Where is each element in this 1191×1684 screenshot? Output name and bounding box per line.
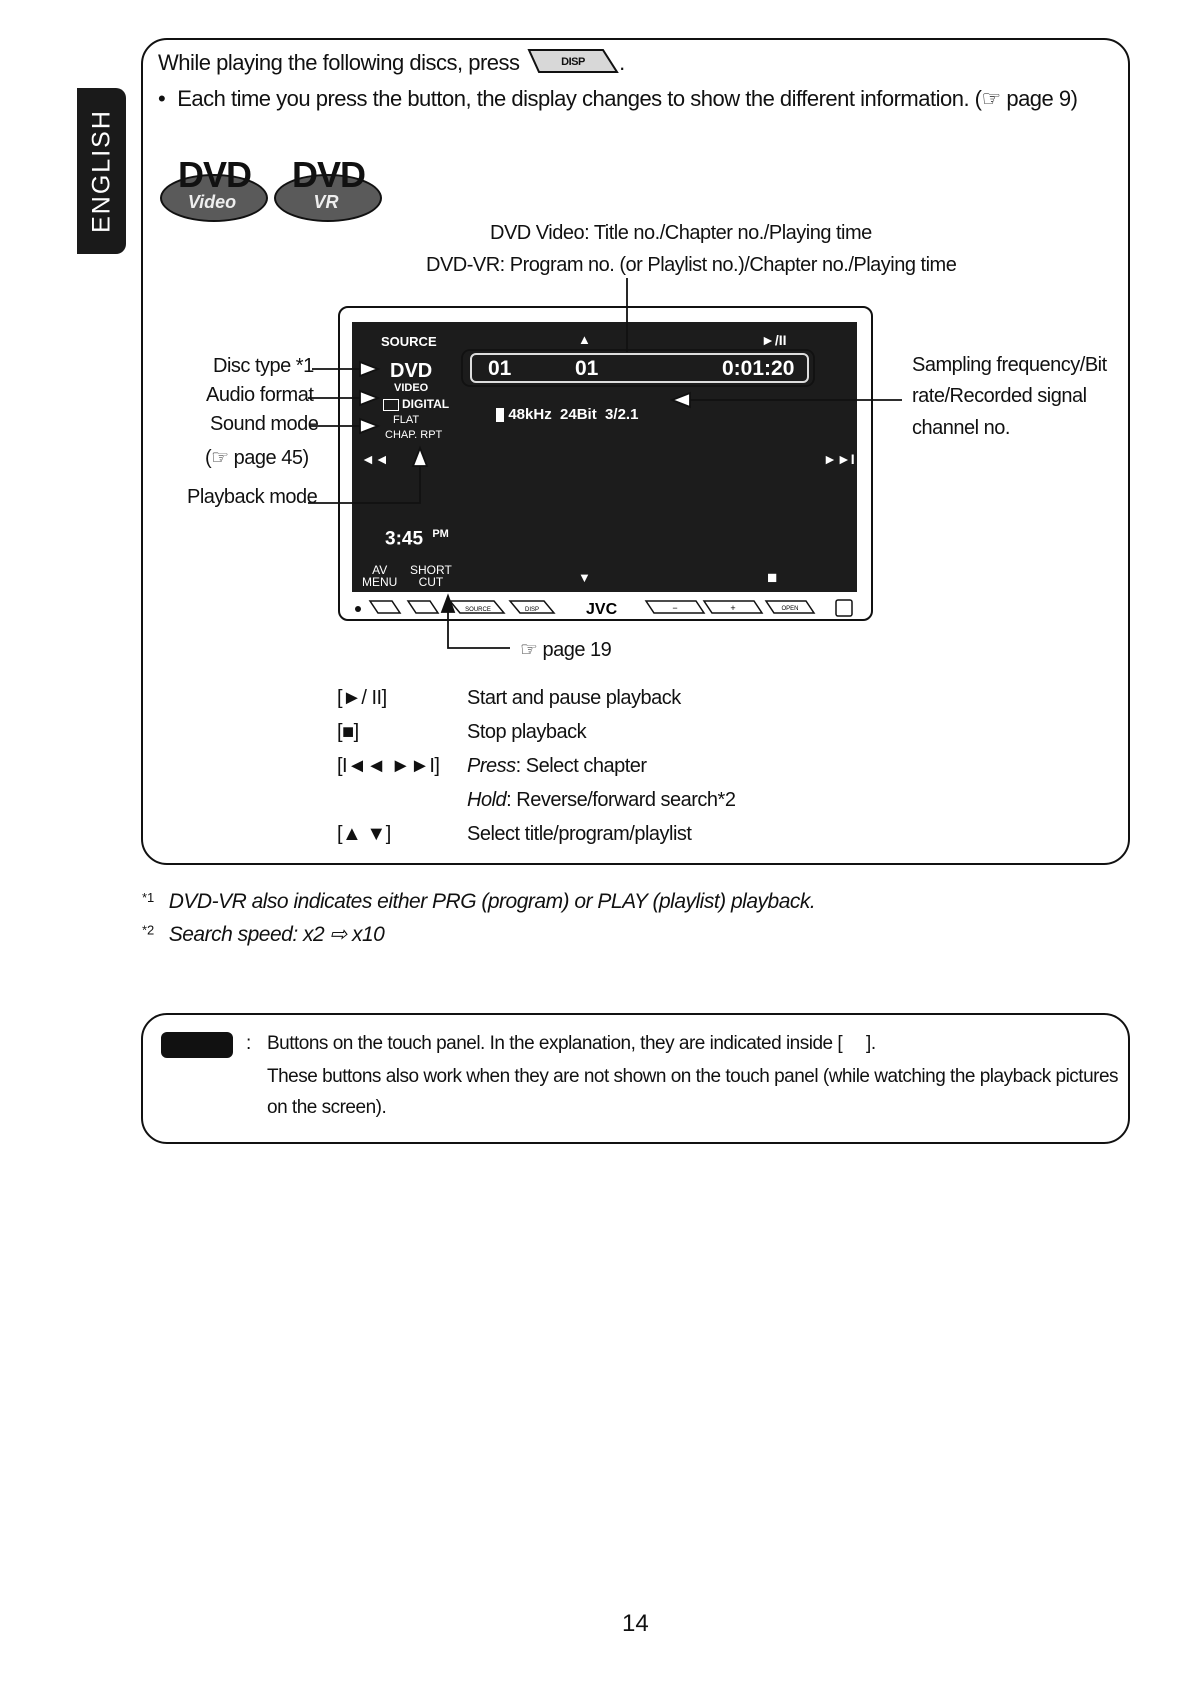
bullet-dot: •: [158, 86, 166, 111]
note-line-1: Buttons on the touch panel. In the explanation, they are indicated inside [ ].: [267, 1033, 876, 1054]
note-colon: :: [246, 1033, 251, 1054]
callout-playback-mode: Playback mode: [187, 486, 318, 508]
dvd-vr-logo-title: DVD: [292, 154, 366, 195]
control-desc-play: Start and pause playback: [467, 687, 681, 709]
callout-sampling-3: channel no.: [912, 417, 1010, 439]
callout-sampling-2: rate/Recorded signal: [912, 385, 1087, 407]
screen-down-arrow[interactable]: ▼: [578, 570, 591, 585]
source-key-label: SOURCE: [465, 607, 491, 613]
note-line-3: on the screen).: [267, 1097, 387, 1118]
open-key-label: OPEN: [781, 606, 799, 612]
screen-source-button[interactable]: SOURCE: [381, 334, 437, 349]
screen-playback-mode: CHAP. RPT: [385, 429, 443, 441]
page-number: 14: [622, 1610, 649, 1637]
touch-button-icon: [161, 1032, 233, 1058]
screen-clock-ampm: PM: [432, 528, 449, 540]
intro-period: .: [619, 49, 625, 75]
screen-playing-time: 0:01:20: [722, 357, 795, 380]
footnote-1: [142, 890, 815, 914]
display-info-dvd-vr: DVD-VR: Program no. (or Playlist no.)/Chapter no./Playing time: [426, 254, 957, 276]
screen-audio-info-text: 48kHz 24Bit 3/2.1: [508, 406, 639, 423]
control-key-skip: [I◄◄ ►►I]: [337, 755, 440, 777]
bullet-text: Each time you press the button, the display changes to show the different information. (☞ page 9): [177, 86, 1078, 111]
screen-sound-mode: FLAT: [393, 414, 420, 426]
disp-key-panel-label: DISP: [524, 607, 540, 613]
screen-chapter-no: 01: [575, 357, 599, 380]
footnote-2-text: Search speed: x2 ⇨ x10: [168, 923, 385, 946]
callout-sampling-1: Sampling frequency/Bit: [912, 354, 1107, 376]
page-19-ref: ☞ page 19: [520, 639, 612, 661]
screen-av-menu-line1: AV: [372, 563, 388, 577]
dvd-video-logo-sub: Video: [187, 192, 237, 212]
screen-clock-time: 3:45: [385, 528, 424, 550]
callout-sound-mode-ref: (☞ page 45): [205, 447, 309, 469]
control-desc-press-em: Press: [467, 755, 516, 777]
screen-up-arrow[interactable]: ▲: [578, 332, 591, 347]
callout-audio-format: Audio format: [206, 384, 314, 406]
footnote-1-mark: *1: [142, 890, 155, 905]
control-desc-stop: Stop playback: [467, 721, 587, 743]
screen-shortcut-line2: CUT: [418, 575, 444, 589]
screen-av-menu-line2: MENU: [362, 575, 398, 589]
disp-key-label: DISP: [561, 56, 585, 68]
dvd-vr-logo-sub: VR: [313, 192, 339, 212]
language-tab-label: ENGLISH: [87, 109, 115, 233]
screen-play-pause[interactable]: ►/II: [761, 332, 787, 348]
minus-key-label: −: [672, 603, 678, 613]
screen-format: VIDEO: [394, 382, 429, 394]
control-key-stop: [■]: [337, 721, 359, 743]
footnote-1-text: DVD-VR also indicates either PRG (program) or PLAY (playlist) playback.: [168, 890, 816, 914]
screen-prev-button[interactable]: ◄◄: [361, 451, 389, 467]
control-desc-hold: [467, 789, 735, 812]
note-line-2: These buttons also work when they are not shown on the touch panel (while watching the playback pictures: [267, 1066, 1119, 1087]
screen-next-button[interactable]: ►►I: [823, 451, 855, 467]
brand-logo: JVC: [586, 601, 618, 618]
control-desc-press-text: : Select chapter: [515, 755, 647, 777]
screen-audio-label: DIGITAL: [402, 397, 450, 411]
control-key-select: [▲ ▼]: [337, 823, 391, 845]
footnote-2: [142, 922, 384, 947]
control-key-play: [►/ II]: [337, 687, 387, 709]
screen-shortcut-line1: SHORT: [410, 563, 452, 577]
plus-key-label: +: [730, 603, 736, 613]
control-desc-press: [467, 755, 647, 778]
display-info-dvd-video: DVD Video: Title no./Chapter no./Playing time: [490, 222, 872, 244]
callout-disc-type: Disc type *1: [213, 355, 314, 377]
footnote-2-mark: *2: [142, 922, 155, 938]
screen-stop-button[interactable]: ■: [767, 568, 778, 587]
dvd-video-logo-title: DVD: [178, 154, 252, 195]
callout-lines: [0, 0, 1191, 700]
intro-text: While playing the following discs, press: [158, 49, 520, 75]
control-desc-hold-text: : Reverse/forward search*2: [506, 789, 736, 811]
callout-sound-mode: Sound mode: [210, 413, 319, 435]
control-desc-select: Select title/program/playlist: [467, 823, 692, 845]
screen-disc-type: DVD: [390, 360, 433, 382]
control-desc-hold-em: Hold: [467, 789, 507, 811]
screen-title-no: 01: [488, 357, 512, 380]
